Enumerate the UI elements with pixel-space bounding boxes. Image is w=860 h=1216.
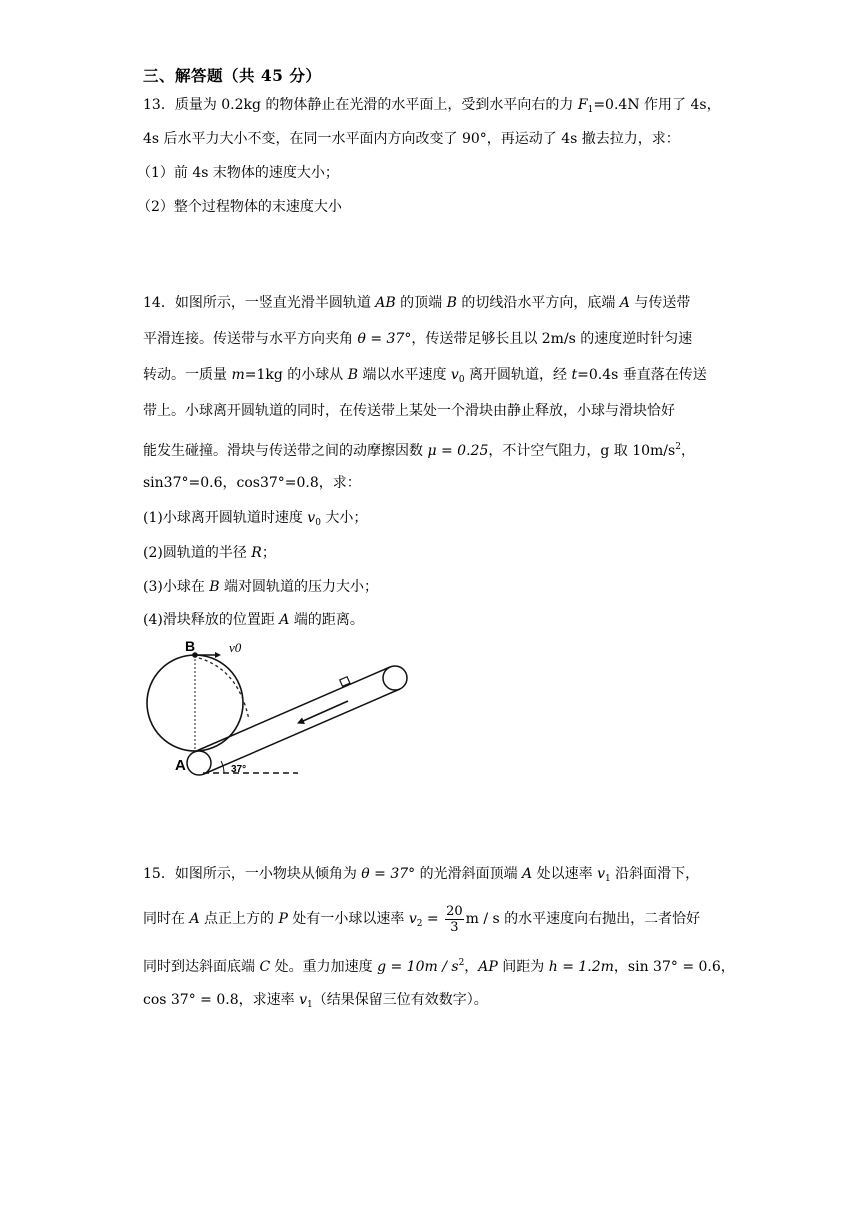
belt-top <box>194 667 390 752</box>
q15-line-2: 同时在 A 点正上方的 P 处有一小球以速率 $v_2$ = $\frac{20}{3}$ m / s 的水平速度向右抛出，二者恰好 <box>143 903 701 935</box>
q13-part-2: （2）整个过程物体的末速度大小 <box>137 199 342 215</box>
belt-direction-arrow <box>303 701 348 721</box>
q15-line-3: 同时到达斜面底端 C 处。重力加速度 $g = 10m / s^2$，AP 间距为 h = 1.2m，sin 37° = 0.6， <box>143 958 735 975</box>
label-angle: 37° <box>231 764 247 775</box>
upper-pulley <box>383 666 407 690</box>
q14-part-2: (2)圆轨道的半径 R； <box>143 545 276 561</box>
q14-line-4: 带上。小球离开圆轨道的同时，在传送带上某处一个滑块由静止释放，小球与滑块恰好 <box>143 403 675 419</box>
q14-figure <box>143 634 413 779</box>
label-b: B <box>184 638 196 654</box>
q14-part-4: (4)滑块释放的位置距 A 端的距离。 <box>143 612 364 628</box>
q15-line-4: cos 37° = 0.8，求速率 $v_1$（结果保留三位有效数字）。 <box>143 992 488 1010</box>
fraction-20-3: $\frac{20}{3}$ <box>446 903 463 935</box>
label-v0: v0 <box>229 640 242 655</box>
lower-pulley <box>187 751 211 775</box>
section-title: 三、解答题（共 45 分） <box>143 66 322 85</box>
q13-line-2: 4s 后水平力大小不变，在同一水平面内方向改变了 90°，再运动了 4s 撤去拉力，求： <box>143 131 680 147</box>
q14-part-3: (3)小球在 B 端对圆轨道的压力大小； <box>143 579 379 595</box>
q14-line-6: sin37°=0.6，cos37°=0.8，求： <box>143 475 361 491</box>
q14-line-3: 转动。一质量 m=1kg 的小球从 B 端以水平速度 $v_0$ 离开圆轨道，经 t=0.4s 垂直落在传送 <box>143 367 707 385</box>
q13-part-1: （1）前 4s 末物体的速度大小； <box>137 165 339 181</box>
v0-arrowhead <box>215 652 221 658</box>
q14-line-2: 平滑连接。传送带与水平方向夹角 θ = 37°，传送带足够长且以 2m/s 的速度逆时针匀速 <box>143 331 693 347</box>
q14-part-1: (1)小球离开圆轨道时速度 $v_0$ 大小； <box>143 510 368 528</box>
label-a: A <box>175 757 186 774</box>
q13-line-1: 13．质量为 0.2kg 的物体静止在光滑的水平面上，受到水平向右的力 $F_1=0.4N$ 作用了 4s， <box>143 97 721 115</box>
q15-line-1: 15．如图所示，一小物块从倾角为 θ = 37° 的光滑斜面顶端 A 处以速率 $v_1$ 沿斜面滑下， <box>143 866 700 884</box>
q14-line-1: 14．如图所示，一竖直光滑半圆轨道 AB 的顶端 B 的切线沿水平方向，底端 A 与传送带 <box>143 295 691 311</box>
q14-line-5: 能发生碰撞。滑块与传送带之间的动摩擦因数 μ = 0.25，不计空气阻力，g 取 $10m/s^2$， <box>143 442 695 459</box>
